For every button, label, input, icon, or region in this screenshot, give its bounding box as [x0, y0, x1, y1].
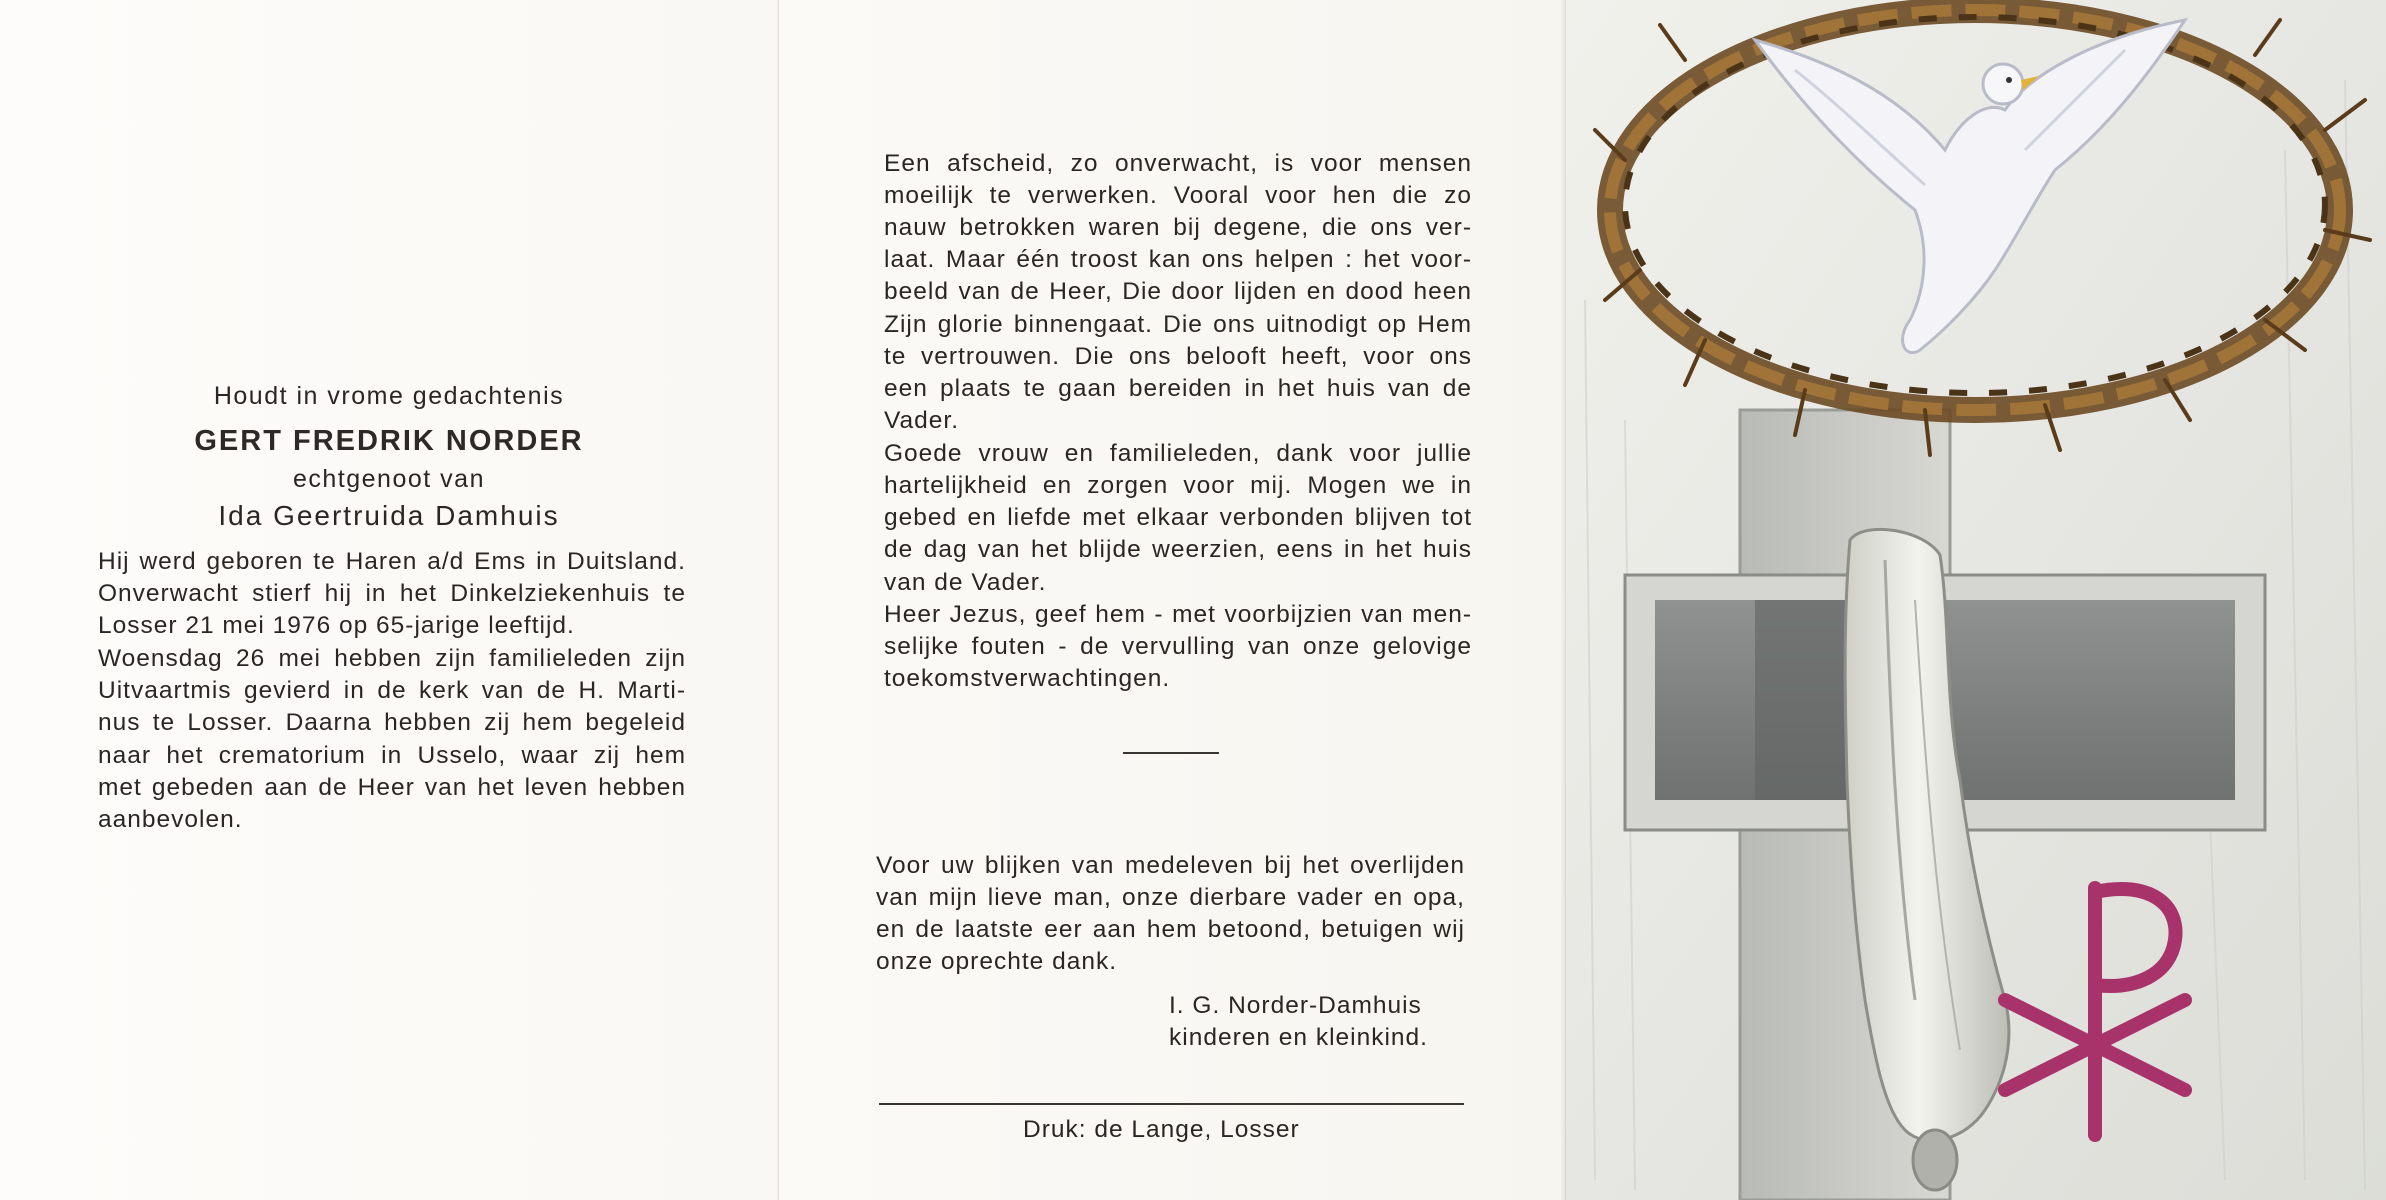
left-panel: [0, 0, 778, 1200]
bio-line: Hij werd geboren te Haren a/d Ems in Duitsland.: [98, 548, 686, 575]
text-line: Heer Jezus, geef hem - met voorbijzien van men-: [884, 601, 1472, 628]
bio-line: Onverwacht stierf hij in het Dinkelziekenhuis te: [98, 580, 686, 607]
relation-text: echtgenoot van: [293, 465, 485, 493]
fold-shadow: [776, 0, 779, 1200]
text-line: moeilijk te verwerken. Vooral voor hen die zo: [884, 182, 1472, 209]
bio-line: Uitvaartmis gevierd in de kerk van de H. Marti-: [98, 677, 686, 704]
bio-line: aanbevolen.: [98, 806, 243, 833]
text-line: selijke fouten - de vervulling van onze gelovige: [884, 633, 1472, 660]
thanks-line: en de laatste eer aan hem betoond, betuigen wij: [876, 916, 1465, 943]
spouse-name: Ida Geertruida Damhuis: [218, 500, 560, 531]
text-line: hartelijkheid en zorgen voor mij. Mogen we in: [884, 472, 1472, 499]
illustration-panel: [1565, 0, 2386, 1200]
text-line: Een afscheid, zo onverwacht, is voor mensen: [884, 150, 1472, 177]
text-line: Goede vrouw en familieleden, dank voor jullie: [884, 440, 1472, 467]
signature-family: kinderen en kleinkind.: [1169, 1024, 1428, 1051]
middle-panel: [778, 0, 1566, 1200]
bottom-rule: [879, 1103, 1464, 1105]
text-line: een plaats te gaan bereiden in het huis van de: [884, 375, 1472, 402]
text-line: laat. Maar één troost kan ons helpen : het voor-: [884, 246, 1472, 273]
cross-dove-illustration: [1565, 0, 2386, 1200]
bio-line: nus te Losser. Daarna hebben zij hem begeleid: [98, 709, 686, 736]
printer-credit: Druk: de Lange, Losser: [1023, 1116, 1300, 1143]
text-line: van de Vader.: [884, 569, 1047, 596]
separator-rule: [1123, 752, 1219, 754]
thanks-line: onze oprechte dank.: [876, 948, 1118, 975]
bio-line: Losser 21 mei 1976 op 65-jarige leeftijd.: [98, 612, 575, 639]
bio-line: Woensdag 26 mei hebben zijn familieleden zijn: [98, 645, 686, 672]
thanks-line: van mijn lieve man, onze dierbare vader en opa,: [876, 884, 1465, 911]
text-line: nauw betrokken waren bij degene, die ons ver-: [884, 214, 1472, 241]
thanks-line: Voor uw blijken van medeleven bij het overlijden: [876, 852, 1465, 879]
text-line: Zijn glorie binnengaat. Die ons uitnodigt op Hem: [884, 311, 1472, 338]
signature-name: I. G. Norder-Damhuis: [1169, 992, 1422, 1019]
text-line: de dag van het blijde weerzien, eens in het huis: [884, 536, 1472, 563]
text-line: te vertrouwen. Die ons belooft heeft, voor ons: [884, 343, 1472, 370]
bio-line: naar het crematorium in Usselo, waar zij hem: [98, 742, 686, 769]
memorial-header: Houdt in vrome gedachtenis: [213, 382, 565, 410]
text-line: gebed en liefde met elkaar verbonden blijven tot: [884, 504, 1472, 531]
text-line: Vader.: [884, 407, 960, 434]
bio-line: met gebeden aan de Heer van het leven hebben: [98, 774, 686, 801]
deceased-name: GERT FREDRIK NORDER: [194, 425, 584, 457]
fold-shadow: [1560, 0, 1566, 1200]
text-line: beeld van de Heer, Die door lijden en dood heen: [884, 278, 1472, 305]
text-line: toekomstverwachtingen.: [884, 665, 1171, 692]
